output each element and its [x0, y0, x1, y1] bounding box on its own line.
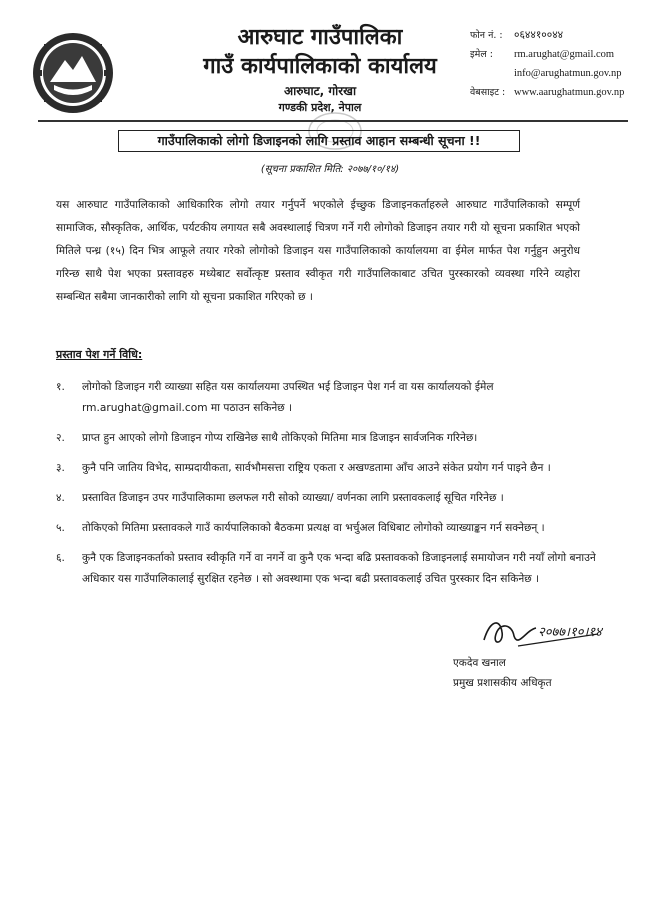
- contact-value: www.aarughatmun.gov.np: [514, 87, 625, 98]
- office-address: आरुघाट, गोरखा: [283, 84, 357, 98]
- office-province: गण्डकी प्रदेश, नेपाल: [278, 101, 362, 114]
- list-item: [56, 458, 596, 479]
- list-item-number: १.: [56, 381, 65, 393]
- list-item-number: ३.: [56, 462, 65, 474]
- office-subtitle: गाउँ कार्यपालिकाको कार्यालय: [203, 54, 437, 79]
- list-item-number: २.: [56, 432, 65, 444]
- contact-value: info@arughatmun.gov.np: [514, 68, 622, 79]
- contact-label: फोन नं. :: [470, 30, 503, 41]
- contact-email: [470, 45, 656, 64]
- office-name: आरुघाट गाउँपालिका: [237, 25, 403, 50]
- nepal-emblem-icon: [30, 30, 116, 116]
- contact-label: [470, 64, 514, 83]
- contact-label: वेबसाइट :: [470, 87, 506, 98]
- list-item: [56, 428, 596, 449]
- list-item-text: प्रस्तावित डिजाइन उपर गाउँपालिकामा छलफल गरी सोको व्याख्या/ वर्णनका लागि प्रस्तावकलाई सूचित गरिनेछ ।: [82, 492, 504, 504]
- contact-label: इमेल :: [470, 49, 494, 60]
- contact-email-2: [470, 64, 656, 83]
- signatory-title: प्रमुख प्रशासकीय अधिकृत: [453, 677, 552, 689]
- list-item: [56, 548, 596, 590]
- list-item-number: ६.: [56, 552, 65, 564]
- list-item-text: तोकिएको मितिमा प्रस्तावकले गाउँ कार्यपालिकाको बैठकमा प्रत्यक्ष वा भर्चुअल विधिबाट लोगोको व्याख्याङ्कन गर्न सक्नेछन् ।: [82, 522, 545, 534]
- procedure-list: [56, 377, 596, 599]
- list-item: [56, 518, 596, 539]
- signature-date: २०७७।१०।१४: [538, 625, 602, 640]
- list-item-text: कुनै पनि जातिय विभेद, साम्प्रदायीकता, सार्वभौमसत्ता राष्ट्रिय एकता र अखण्डतामा आँच आउने संकेत प्रयोग गर्न पाइने छैन ।: [82, 462, 551, 474]
- publish-date: (सूचना प्रकाशित मिति: २०७७/१०/१४): [260, 164, 400, 175]
- list-item-number: ४.: [56, 492, 65, 504]
- list-item-number: ५.: [56, 522, 65, 534]
- list-item-text: कुनै एक डिजाइनकर्ताको प्रस्ताव स्वीकृति गर्ने वा नगर्ने वा कुनै एक भन्दा बढि प्रस्तावकको डिजाइनलाई समायोजन गरी नयाँ लोगो बनाउने अधिकार यस गाउँपालिकालाई सुरक्षित रहनेछ । सो अवस्थामा एक भन्दा बढी प्रस्तावकलाई उचित पुरस्कार दिन सकिनेछ ।: [82, 552, 596, 585]
- office-header: [150, 24, 490, 115]
- section-heading: प्रस्ताव पेश गर्ने विधि:: [56, 348, 143, 361]
- list-item: [56, 488, 596, 509]
- notice-body: यस आरुघाट गाउँपालिकाको आधिकारिक लोगो तयार गर्नुपर्ने भएकोले ईच्छुक डिजाइनकर्ताहरुले आरुघाट गाउँपालिकाको सम्पूर्ण सामाजिक, सौस्कृतिक, आर्थिक, पर्यटकीय लगायत सबै अवस्थालाई चित्रण गर्ने गरी लोगोको डिजाइन तयार गरी यो सूचना प्रकाशित भएको मितिले पन्ध्र (१५) दिन भित्र आफूले तयार गरेको लोगोको डिजाइन यस गाउँपालिकाको कार्यालयमा वा ईमेल मार्फत पेश गर्नुहुन अनुरोध गरिन्छ साथै पेश भएका प्रस्तावहरु मध्येबाट सर्वोत्कृष्ट प्रस्ताव स्वीकृत गरी गाउँपालिकाबाट उचित पुरस्कारको व्यवस्था गरिने व्यहोरा सम्बन्धित सबैमा जानकारीको लागि यो सूचना प्रकाशित गरिएको छ ।: [56, 199, 580, 303]
- list-item-text: प्राप्त हुन आएको लोगो डिजाइन गोप्य राखिनेछ साथै तोकिएको मितिमा मात्र डिजाइन सार्वजनिक गरिनेछ।: [82, 432, 478, 444]
- header-divider: [38, 120, 628, 122]
- contact-phone: [470, 26, 656, 45]
- list-item: [56, 377, 596, 419]
- list-item-text: लोगोको डिजाइन गरी व्याख्या सहित यस कार्यालयमा उपस्थित भई डिजाइन पेश गर्न वा यस कार्यालयको ईमेल rm.arughat@gmail.com मा पठाउन सकिनेछ ।: [82, 381, 494, 414]
- contact-info: [470, 26, 656, 102]
- contact-value: ०६४४१००४४: [514, 30, 564, 41]
- signatory-name: एकदेव खनाल: [453, 657, 506, 669]
- handwritten-signature: [478, 610, 608, 654]
- contact-value: rm.arughat@gmail.com: [514, 49, 615, 60]
- notice-title: गाउँपालिकाको लोगो डिजाइनको लागि प्रस्ताव आहान सम्बन्धी सूचना !!: [118, 130, 520, 152]
- contact-website: [470, 83, 656, 102]
